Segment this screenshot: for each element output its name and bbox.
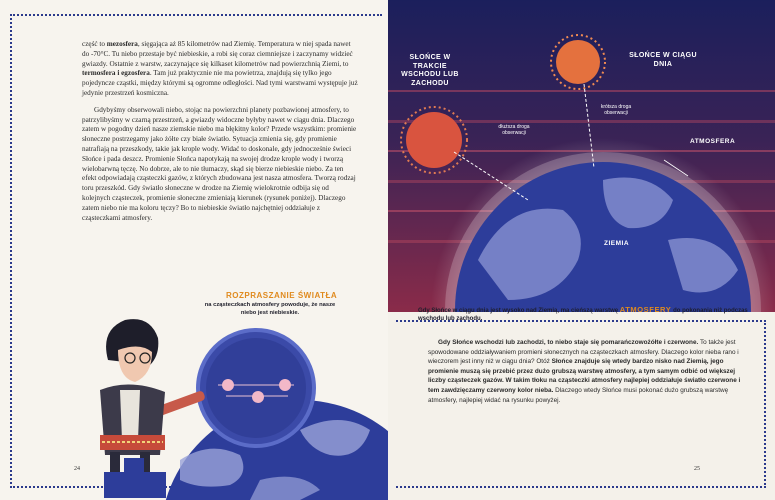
label-sun-low: SŁOŃCE W TRAKCIE WSCHODU LUB ZACHODU [401,54,459,87]
label-shorter-path: krótsza droga obserwacji [600,104,632,116]
scattering-subheading: na cząsteczkach atmosfery powoduje, że nasze niebo jest niebieskie. [204,302,336,316]
illustration-caption: Gdy Słońce w ciągu dnia jest wysoko nad Ziemią, ma cieńszą warstwę ATMOSFERY do pokonania niż podczas wschodu lub zachodu. [418,305,748,322]
paragraph-blue-sky: Gdybyśmy obserwowali niebo, stojąc na powierzchni planety pozbawionej atmosfery, to patrzylibyśmy w czarną przestrzeń, a gwiazdy widoczne byłyby nawet w ciągu dnia. Dlaczego zatem w pogodny dzień nasze ziemskie niebo ma błękitny kolor? Przede wszystkim: promienie słoneczne postrzegamy jako żółte czy białe światło. Sytuacja zmienia się, gdy promienie natrafiają na przeszkody, takie jak krople wody. Widać to doskonale, gdy jednocześnie świeci Słońce i pada deszcz. Promienie Słońca napotykają na swojej drodze krople wody i tworzą wielobarwną tęczę. No dobrze, ale to nie tłumaczy, skąd się bierze niebieskie niebo. Za ten efekt odpowiadają cząsteczki gazów, z których zbudowana jest nasza atmosfera. Tworzą rodzaj toru przeszkód. Gdy światło słoneczne w drodze na Ziemię wielokrotnie odbija się od kolejnych cząsteczek, promienie słoneczne zmieniają kierunek (rysunek poniżej). Dlaczego zatem niebo nie ma koloru tęczy? Bo to niebieskie światło najchętniej oddziałuje z cząsteczkami atmosfery. [82,105,357,222]
label-longer-path: dłuższa droga obserwacji [498,124,530,136]
label-sun-high: SŁOŃCE W CIĄGU DNIA [629,52,697,68]
right-page [388,0,775,500]
left-body-text [82,40,358,230]
page-number-right: 25 [694,466,700,472]
right-body-text [428,338,746,405]
space-illustration [388,0,775,312]
steps [104,472,166,498]
label-earth: ZIEMIA [604,240,630,247]
page-number-left: 24 [74,466,80,472]
paragraph-sunset: Gdy Słońce wschodzi lub zachodzi, to niebo staje się pomarańczowożółte i czerwone. To także jest spowodowane oddziaływaniem promieni słonecznych na cząsteczkach atmosfery. Dlaczego kolor nieba rano i wieczorem jest inny niż w ciągu dnia? Otóż Słońce znajduje się wtedy bardzo nisko nad Ziemią, jego promienie muszą się przebić przez dużo grubszą warstwę atmosfery, a tym samym odbić od większej liczby cząsteczek gazów. W takim tłoku na cząsteczki atmosfery najlepiej oddziałuje światło czerwone i tem zawdzięczamy czerwony kolor nieba. Dlaczego wtedy Słońce musi pokonać dużo grubszą warstwę atmosfery, najlepiej widać na rysunku powyżej. [428,339,741,404]
label-atmosphere: ATMOSFERA [690,138,736,145]
paragraph-mesosphere: część to mezosfera, sięgająca aż 85 kilometrów nad Ziemię. Temperatura w niej spada nawet do -70°C. Tu niebo przestaje być niebieskie, a robi się coraz ciemniejsze i zaczynamy widzieć gwiazdy. Ostatnie z warstw, zaczynające się kilkaset kilometrów nad powierzchnią Ziemi, to termosfera i egzosfera. Tam już praktycznie nie ma powietrza, znajdują się tylko jego pojedyncze cząstki, między którymi są ogromne odległości. Nad tymi warstwami występuje już jedynie przestrzeń kosmiczna. [82,40,358,97]
scattering-heading: ROZPRASZANIE ŚWIATŁA [226,291,338,300]
scientist-illustration [0,290,388,500]
